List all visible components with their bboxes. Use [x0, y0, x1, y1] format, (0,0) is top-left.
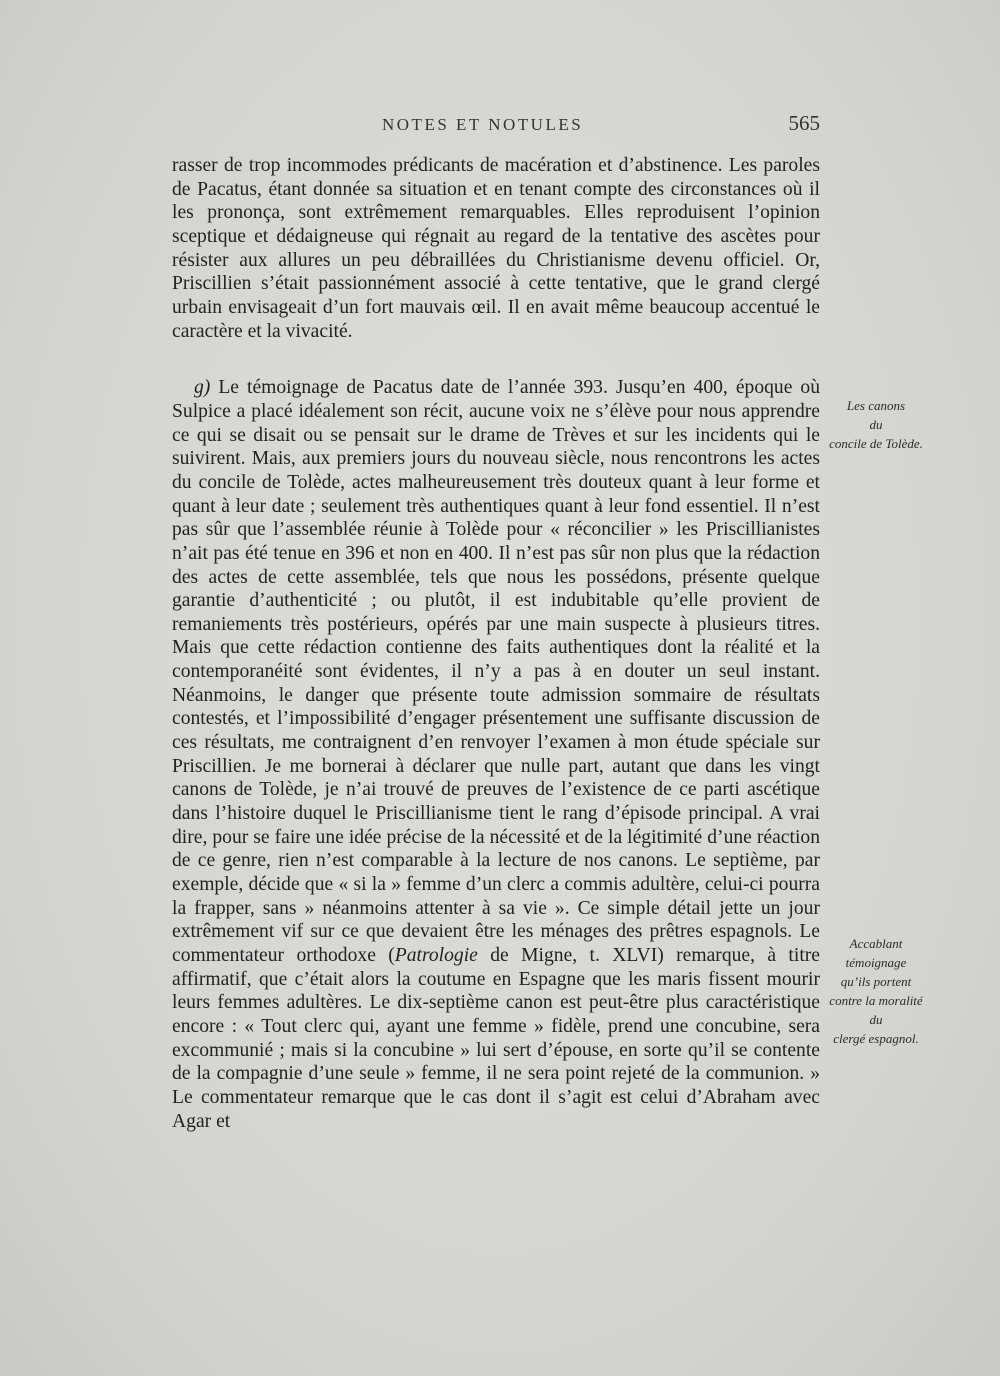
margin-note-line: concile de Tolède. [829, 436, 923, 451]
margin-note-canons [815, 396, 937, 453]
margin-note-line: clergé espagnol. [833, 1031, 919, 1046]
page-number: 565 [788, 111, 820, 135]
book-title-italic: Patrologie [394, 945, 478, 966]
paragraph-2 [172, 376, 820, 1133]
main-text [172, 154, 820, 1133]
paragraph-2-text-b: de Migne, t. XLVI) remarque, à titre affirmatif, que c’était alors la coutume en Espagne que les maris fissent mourir leurs femmes adultères. Le dix-septième canon est peut-être plus caractéristique encore : « Tout clerc qui, ayant une femme » fidèle, prend une concubine, sera excommunié ; mais si la concubine » lui sert d’épouse, en sorte qu’il se contente de la compagnie d’une seule » femme, il ne sera point rejeté de la communion. » Le commentateur remarque que le cas dont il s’agit est celui d’Abraham avec Agar et [172, 945, 820, 1132]
section-marker: g) [194, 377, 211, 399]
page-header [172, 111, 820, 141]
margin-note-line: Accablant [849, 936, 903, 951]
margin-note-line: témoignage [845, 955, 907, 970]
margin-note-line: Les canons [846, 398, 906, 413]
margin-note-line: qu’ils portent [840, 974, 912, 989]
paragraph-2-text-a: Le témoignage de Pacatus date de l’année 393. Jusqu’en 400, époque où Sulpice a placé idéalement son récit, aucune voix ne s’élève pour nous apprendre ce qui se disait ou se pensait sur le drame de Trèves et sur les incidents qui le suivirent. Mais, aux premiers jours du nouveau siècle, nous rencontrons les actes du concile de Tolède, actes malheureusement très douteux quant à leur forme et quant à leur date ; seulement très authentiques quant à leur fond essentiel. Il n’est pas sûr que l’assemblée réunie à Tolède pour « réconcilier » les Priscillianistes n’ait pas été tenue en 396 et non en 400. Il n’est pas sûr non plus que la rédaction des actes de cette assemblée, tels que nous les possédons, présente quelque garantie d’authenticité ; ou plutôt, il est indubitable qu’elle provient de remaniements très postérieurs, opérés par une main suspecte à plusieurs titres. Mais que cette rédaction contienne des faits authentiques dont la réalité et la contemporanéité sont évidentes, il n’y a pas à en douter un seul instant. Néanmoins, le danger que présente toute admission sommaire de résultats contestés, et l’impossibilité d’engager présentement une suffisante discussion de ces résultats, me contraignent d’en renvoyer l’examen à mon étude spéciale sur Priscillien. Je me bornerai à déclarer que nulle part, autant que dans les vingt canons de Tolède, je n’ai trouvé de preuves de l’existence de ce parti ascétique dans l’histoire duquel le Priscillianisme tient le rang d’épisode principal. A vrai dire, pour se faire une idée précise de la nécessité et de la légitimité d’une réaction de ce genre, rien n’est comparable à la lecture de nos canons. Le septième, par exemple, décide que « si la » femme d’un clerc a commis adultère, celui-ci pourra la frapper, sans » néanmoins attenter à sa vie ». Ce simple détail jette un jour extrêmement vif sur ce que devaient être les ménages des prêtres espagnols. Le commentateur orthodoxe ( [172, 377, 820, 966]
margin-note-testimony [815, 934, 937, 1048]
margin-note-line: du [869, 417, 883, 432]
paragraph-1: rasser de trop incommodes prédicants de macération et d’abstinence. Les paroles de Pacatus, étant donnée sa situation et en tenant compte des circonstances où il les prononça, sont extrêmement remarquables. Elles reproduisent l’opinion sceptique et dédaigneuse qui régnait au regard de la tentative des ascètes pour résister aux allures un peu débraillées du Christianisme devenu officiel. Or, Priscillien s’était passionnément associé à cette tentative, que le grand clergé urbain envisageait d’un fort mauvais œil. Il en avait même beaucoup accentué le caractère et la vivacité. [172, 155, 820, 342]
margin-note-line: du [869, 1012, 883, 1027]
margin-note-line: contre la moralité [829, 993, 923, 1008]
running-head: NOTES ET NOTULES [382, 115, 584, 134]
